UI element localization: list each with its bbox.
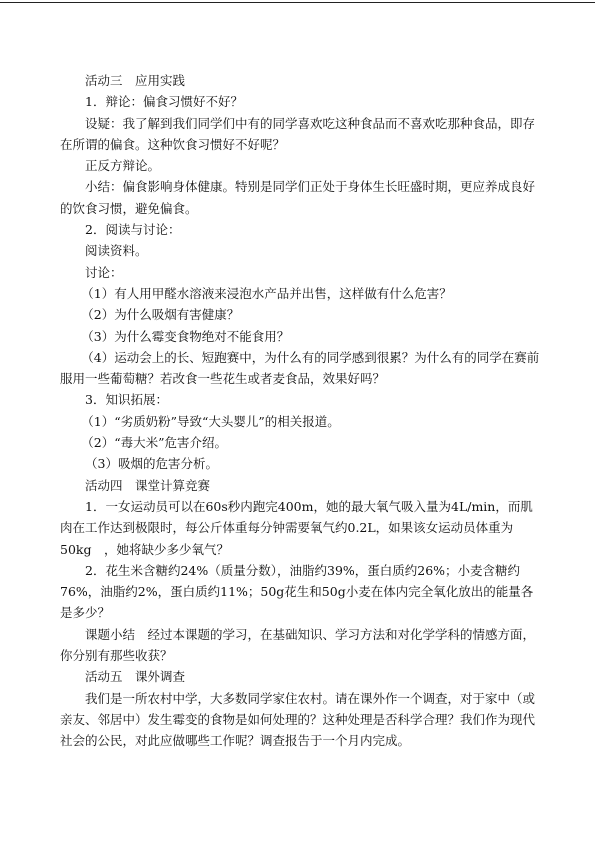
knowledge-extension-title: 3．知识拓展： bbox=[85, 392, 168, 408]
reading-discussion-title: 2．阅读与讨论： bbox=[85, 222, 181, 238]
activity-5-heading: 活动五 课外调查 bbox=[85, 669, 186, 685]
calculation-question: 2．花生米含糖约24%（质量分数），油脂约39%，蛋白质约26%；小麦含糖约76%，油脂约2%，蛋白质约11%；50g花生和50g小麦在体内完全氧化放出的能量各是多少？ bbox=[60, 562, 534, 621]
extension-item: （1）“劣质奶粉”导致“大头婴儿”的相关报道。 bbox=[81, 413, 340, 429]
paragraph: 设疑：我了解到我们同学们中有的同学喜欢吃这种食品而不喜欢吃那种食品，即存在所谓的偏食。这种饮食习惯好不好呢？ bbox=[60, 115, 536, 152]
extension-item: （3）吸烟的危害分析。 bbox=[85, 456, 218, 472]
document-body bbox=[60, 70, 540, 752]
activity-4-heading: 活动四 课堂计算竞赛 bbox=[85, 477, 211, 493]
paragraph: 正反方辩论。 bbox=[85, 158, 161, 174]
discussion-item: （1）有人用甲醛水溶液来浸泡水产品并出售，这样做有什么危害？ bbox=[81, 285, 452, 301]
paragraph: 小结：偏食影响身体健康。特别是同学们正处于身体生长旺盛时期，更应养成良好的饮食习惯，避免偏食。 bbox=[60, 179, 536, 216]
calculation-question: 1．一女运动员可以在60s秒内跑完400m，她的最大氧气吸入量为4L/min，而肌肉在工作达到极限时，每公斤体重每分钟需要氧气约0.2L，如果该女运动员体重为50kg ，她将缺少多少氧气？ bbox=[60, 498, 533, 557]
lesson-summary: 课题小结 经过本课题的学习，在基础知识、学习方法和对化学学科的情感方面，你分别有那些收获？ bbox=[60, 626, 536, 664]
paragraph: 阅读资料。 bbox=[85, 243, 148, 259]
header-rule bbox=[0, 2, 595, 3]
discussion-item: （2）为什么吸烟有害健康？ bbox=[81, 307, 240, 323]
debate-title: 1．辩论：偏食习惯好不好？ bbox=[85, 94, 243, 110]
paragraph: 讨论： bbox=[85, 264, 123, 280]
discussion-item: （4）运动会上的长、短跑赛中，为什么有的同学感到很累？为什么有的同学在赛前服用一些葡萄糖？若改食一些花生或者麦食品，效果好吗？ bbox=[60, 349, 540, 387]
extension-item: （2）“毒大米”危害介绍。 bbox=[81, 435, 227, 451]
activity-3-heading: 活动三 应用实践 bbox=[85, 73, 186, 88]
survey-paragraph: 我们是一所农村中学，大多数同学家住农村。请在课外作一个调查，对于家中（或亲友、邻居中）发生霉变的食物是如何处理的？这种处理是否科学合理？我们作为现代社会的公民，对此应做哪些工作呢？调查报告于一个月内完成。 bbox=[60, 690, 536, 749]
discussion-item: （3）为什么霉变食物绝对不能食用？ bbox=[81, 328, 290, 344]
